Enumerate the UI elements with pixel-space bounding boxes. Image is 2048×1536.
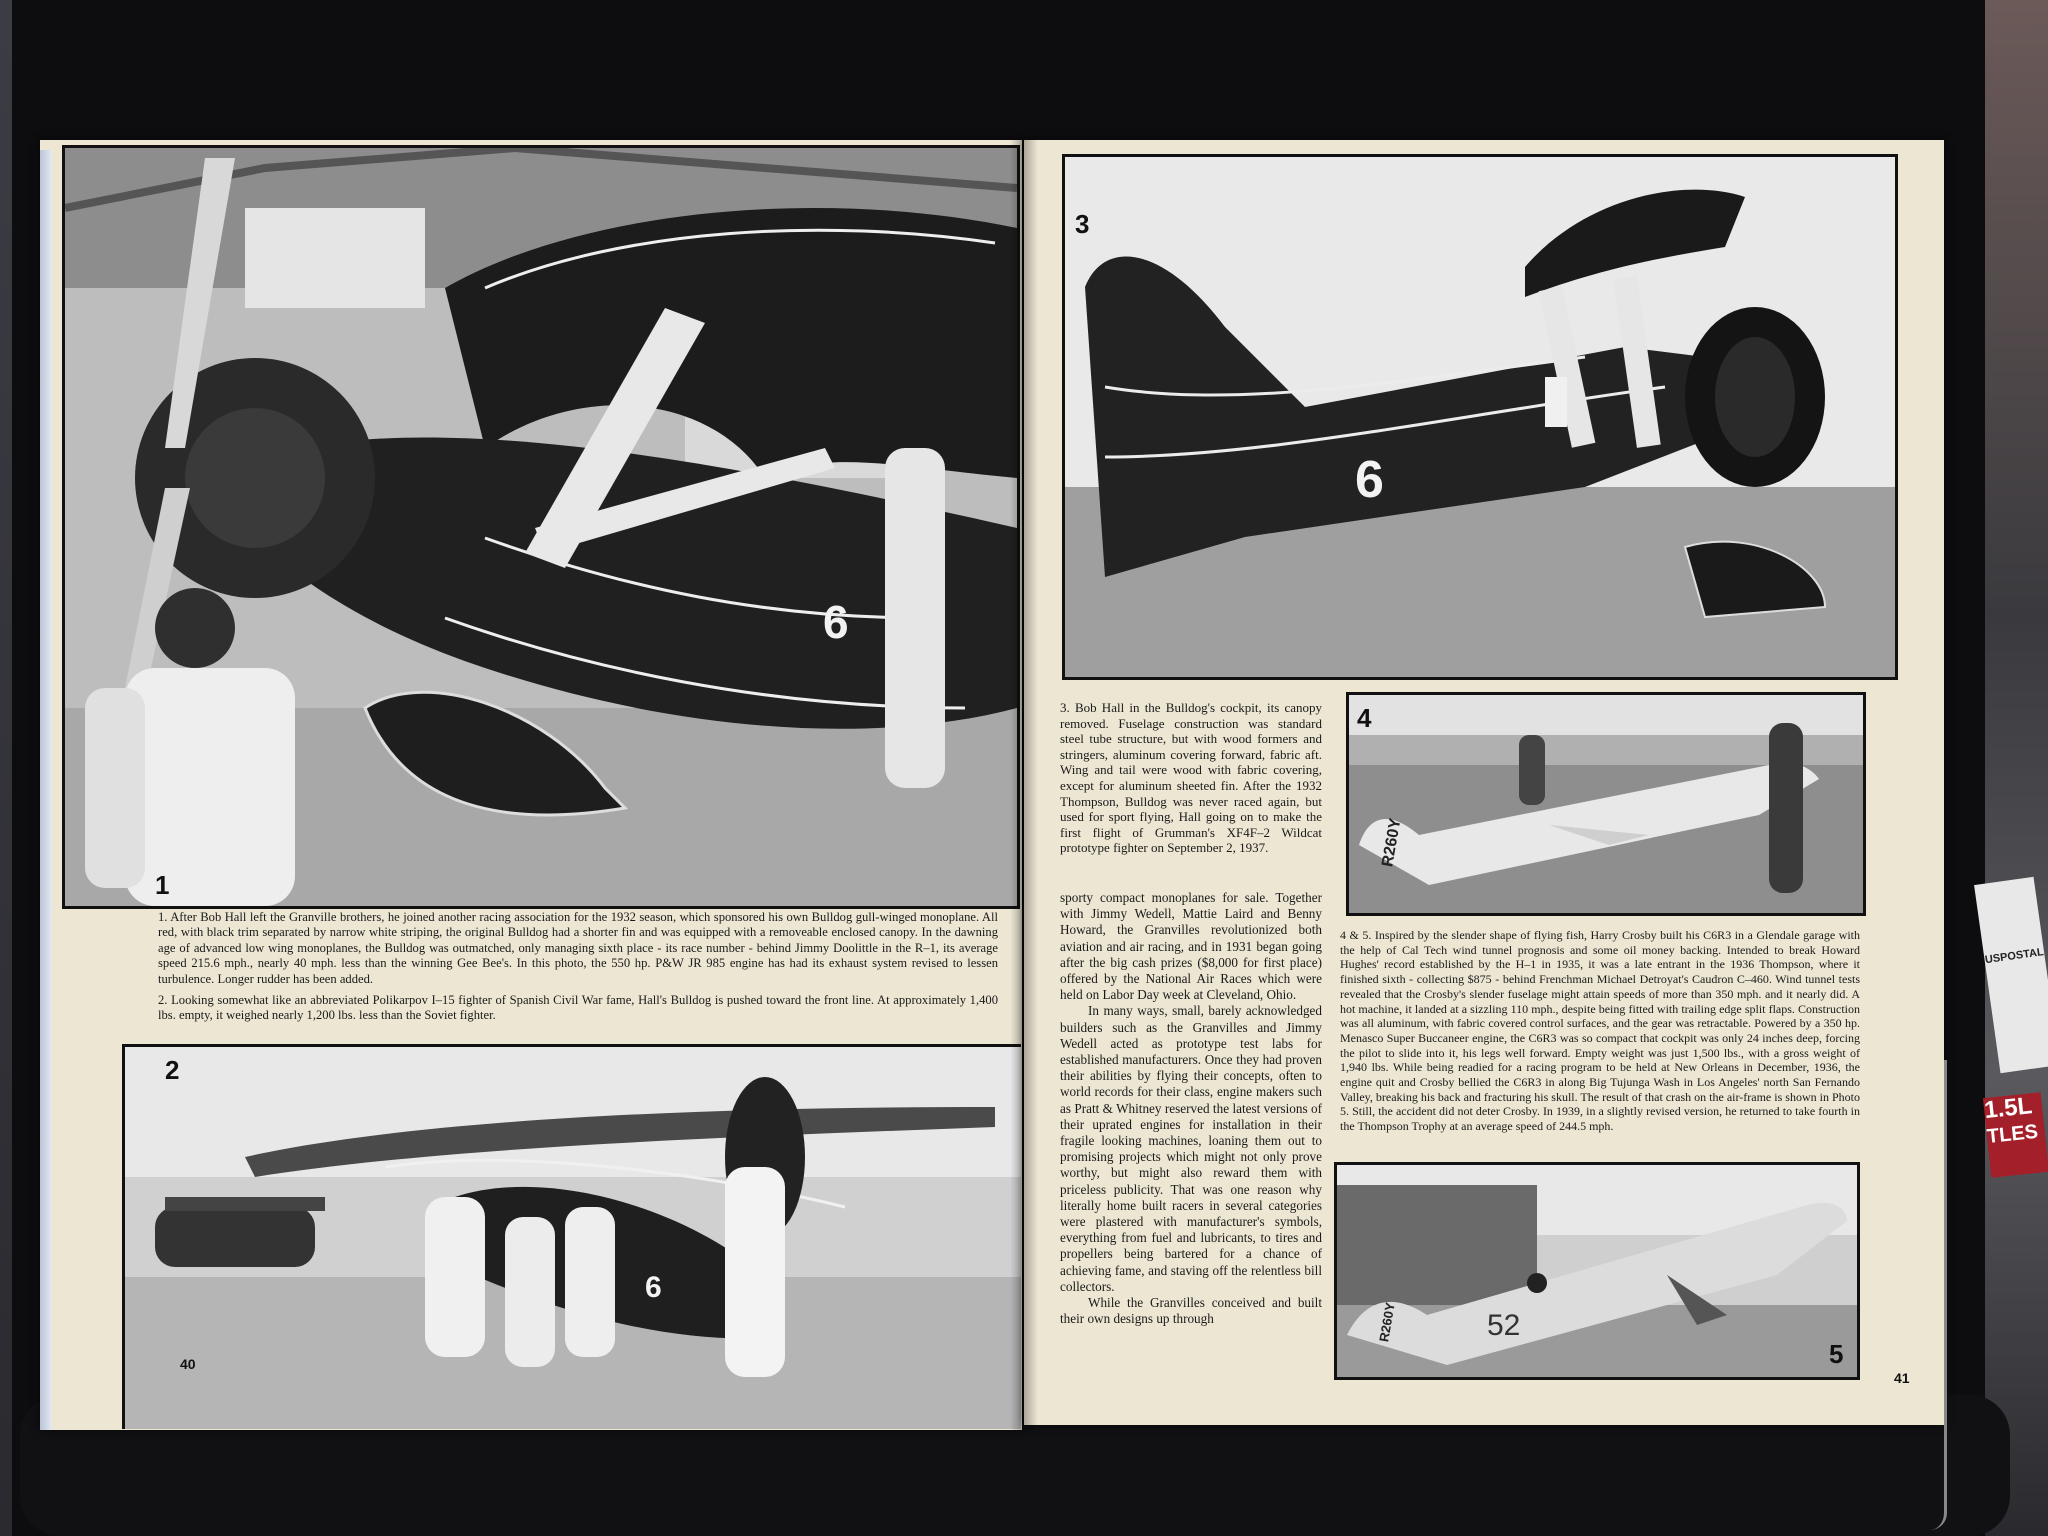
background-label bbox=[1974, 877, 2048, 1074]
label-text: USPOSTAL bbox=[1984, 946, 2045, 967]
left-page bbox=[40, 140, 1022, 1430]
photo-3-image bbox=[1065, 157, 1895, 677]
left-folio: 40 bbox=[180, 1356, 196, 1372]
body-paragraph-2: In many ways, small, barely acknowledged builders such as the Granvilles and Jimmy Wedell acted as prototype test labs for established manufacturers. Once they had proven their abilities by flying their concepts, often to world records for their class, engine makers such as Pratt & Whitney reserved the latest versions of their uprated engines for installation in their fragile looking machines, loaning them out to promising projects which might not only prove worthy, but might also reward them with priceless publicity. That was one reason why literally home built racers in several categories were plastered with manufacturer's symbols, everything from fuel and lubricants, to tires and propellers being bartered for a chance of achieving fame, and staving off the relentless bill collectors. bbox=[1060, 1003, 1322, 1294]
right-folio: 41 bbox=[1894, 1370, 1910, 1386]
background-right bbox=[1982, 0, 2048, 1536]
photo-2 bbox=[122, 1044, 1021, 1429]
photo-5-image bbox=[1337, 1165, 1857, 1377]
photo-1-image bbox=[65, 148, 1017, 906]
body-column bbox=[1060, 890, 1322, 1327]
sign-subtext: TLES bbox=[1985, 1120, 2040, 1148]
right-page bbox=[1024, 140, 1944, 1425]
photo-1 bbox=[62, 145, 1020, 909]
photo-5-number: 5 bbox=[1829, 1339, 1844, 1369]
svg-text:6: 6 bbox=[1355, 451, 1384, 509]
captions-1-2 bbox=[158, 910, 998, 1030]
svg-text:R260Y: R260Y bbox=[1376, 1301, 1398, 1343]
svg-text:6: 6 bbox=[645, 1271, 662, 1304]
svg-text:6: 6 bbox=[823, 596, 849, 648]
caption-1: 1. After Bob Hall left the Granville brothers, he joined another racing association for the 1932 season, which sponsored his own Bulldog gull-winged monoplane. All red, with black trim separated by narrow white striping, the original Bulldog had a shorter fin and was equipped with a removeable enclosed canopy. In the dawning age of advanced low wing monoplanes, the Bulldog was outmatched, only managing sixth place - its race number - behind Jimmy Doolittle in the R–1, its average speed 215.6 mph., nearly 40 mph. less than the winning Gee Bee's. In this photo, the 550 hp. P&W JR 985 engine has had its exhaust system revised to lessen turbulence. Longer rudder has been added. bbox=[158, 910, 998, 986]
body-paragraph-1: sporty compact monoplanes for sale. Together with Jimmy Wedell, Mattie Laird and Benny Howard, the Granvilles revolutionized both aviation and air racing, and in 1931 began going after the big cash prizes ($8,000 for first place) offered by the National Air Races which were held on Labor Day week at Cleveland, Ohio. bbox=[1060, 890, 1322, 1003]
photo-4 bbox=[1346, 692, 1866, 916]
background-sign bbox=[1983, 1092, 2048, 1178]
binder-wire bbox=[1930, 1060, 1947, 1530]
photo-1-number: 1 bbox=[155, 870, 170, 900]
photo-2-image bbox=[125, 1047, 1021, 1429]
caption-2: 2. Looking somewhat like an abbreviated Polikarpov I–15 fighter of Spanish Civil War fame, Hall's Bulldog is pushed toward the front line. At approximately 1,400 lbs. empty, it weighed nearly 1,200 lbs. less than the Soviet fighter. bbox=[158, 993, 998, 1023]
page-gutter bbox=[1010, 140, 1038, 1430]
svg-text:R260Y: R260Y bbox=[1379, 817, 1405, 869]
body-paragraph-3: While the Granvilles conceived and built their own designs up through bbox=[1060, 1295, 1322, 1327]
photo-2-number: 2 bbox=[165, 1055, 180, 1085]
photo-3-number: 3 bbox=[1075, 209, 1090, 239]
caption-3: 3. Bob Hall in the Bulldog's cockpit, its canopy removed. Fuselage construction was standard steel tube structure, but with wood formers and stringers, aluminum covering forward, fabric aft. Wing and tail were wood with fabric covering, except for aluminum sheeted fin. After the 1932 Thompson, Bulldog was never raced again, but used for sport flying, Hall going on to make the first flight of Grumman's XF4F–2 Wildcat prototype fighter on September 2, 1937. bbox=[1060, 700, 1322, 856]
svg-text:52: 52 bbox=[1487, 1309, 1521, 1342]
photo-5 bbox=[1334, 1162, 1860, 1380]
photo-4-number: 4 bbox=[1357, 703, 1372, 733]
caption-4-5: 4 & 5. Inspired by the slender shape of flying fish, Harry Crosby built his C6R3 in a Glendale garage with the help of Cal Tech wind tunnel prognosis and some oil money backing. Intended to break Howard Hughes' record established by the H–1 in 1935, it was a late entrant in the 1936 Thompson, where it finished sixth - collecting $875 - behind Frenchman Michael Detroyat's Caudron C–460. Wind tunnel tests revealed that the Crosby's slender fuselage might attain speeds of more than 350 mph. and it nearly did. A hot machine, it landed at a sizzling 110 mph., despite being fitted with trailing edge split flaps. Construction was all aluminum, with fabric covered control surfaces, and the gear was retractable. Powered by a 350 hp. Menasco Super Buccaneer engine, the C6R3 was so compact that cockpit was only 24 inches deep, forcing the pilot to slide into it, his legs well forward. Empty weight was just 1,500 lbs., with a gross weight of 1,940 lbs. While being readied for a racing program to be held at New Orleans in December, 1936, the engine quit and Crosby bellied the C6R3 in along Big Tujunga Wash in Los Angeles' north San Fernando Valley, breaking his back and fracturing his skull. The result of that crash on the air-frame is shown in Photo 5. Still, the accident did not deter Crosby. In 1939, in a slightly revised version, he returned to take fourth in the Thompson Trophy at an average speed of 244.5 mph. bbox=[1340, 928, 1860, 1134]
sign-text: 1.5L bbox=[1982, 1092, 2034, 1125]
photo-3 bbox=[1062, 154, 1898, 680]
photo-4-image bbox=[1349, 695, 1863, 913]
left-page-edge bbox=[40, 150, 52, 1430]
